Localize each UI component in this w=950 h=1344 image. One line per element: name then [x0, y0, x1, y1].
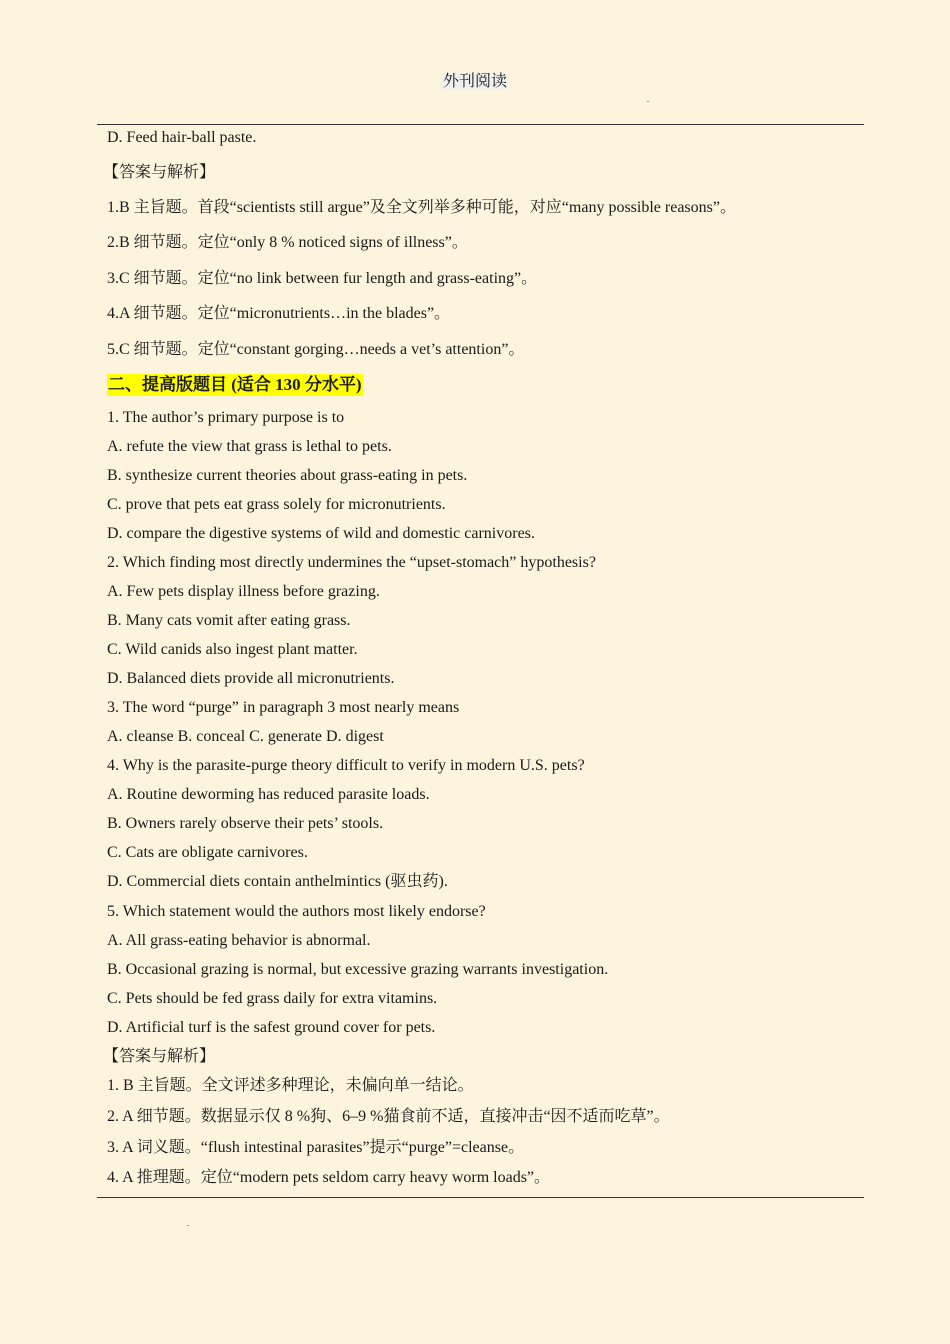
question-line: C. prove that pets eat grass solely for micronutrients.: [107, 496, 446, 513]
header-title: 外刊阅读: [442, 73, 507, 90]
question-line: D. compare the digestive systems of wild and domestic carnivores.: [107, 525, 535, 542]
question-line: C. Wild canids also ingest plant matter.: [107, 641, 358, 658]
answer-line: 3. A 词义题。“flush intestinal parasites”提示“purge”=cleanse。: [107, 1139, 525, 1156]
question-line: 4. Why is the parasite-purge theory difficult to verify in modern U.S. pets?: [107, 757, 585, 774]
question-line: D. Artificial turf is the safest ground cover for pets.: [107, 1019, 436, 1036]
question-line: B. synthesize current theories about grass-eating in pets.: [107, 467, 468, 484]
answer-heading: 【答案与解析】: [103, 164, 216, 181]
answer-heading: 【答案与解析】: [103, 1048, 216, 1065]
question-line: 3. The word “purge” in paragraph 3 most nearly means: [107, 699, 460, 716]
question-line: B. Many cats vomit after eating grass.: [107, 612, 351, 629]
footer-dot: [187, 1225, 189, 1226]
answer-line: 1.B 主旨题。首段“scientists still argue”及全文列举多种可能，对应“many possible reasons”。: [107, 199, 736, 216]
section-title: 二、提高版题目 (适合 130 分水平): [108, 375, 362, 394]
question-option: D. Feed hair-ball paste.: [107, 129, 257, 146]
answer-line: 4.A 细节题。定位“micronutrients…in the blades”。: [107, 305, 451, 322]
question-line: 5. Which statement would the authors most likely endorse?: [107, 903, 486, 920]
question-line: C. Cats are obligate carnivores.: [107, 844, 308, 861]
question-line: A. refute the view that grass is lethal to pets.: [107, 438, 392, 455]
question-line: A. Routine deworming has reduced parasite loads.: [107, 786, 430, 803]
answer-line: 1. B 主旨题。全文评述多种理论，未偏向单一结论。: [107, 1077, 474, 1094]
question-line: 2. Which finding most directly undermines the “upset-stomach” hypothesis?: [107, 554, 596, 571]
question-line: B. Owners rarely observe their pets’ stools.: [107, 815, 384, 832]
header-dot: [647, 101, 649, 102]
question-line: D. Commercial diets contain anthelmintics (驱虫药).: [107, 873, 448, 890]
question-line: 1. The author’s primary purpose is to: [107, 409, 345, 426]
question-line: C. Pets should be fed grass daily for extra vitamins.: [107, 990, 438, 1007]
question-line: B. Occasional grazing is normal, but excessive grazing warrants investigation.: [107, 961, 609, 978]
question-line: D. Balanced diets provide all micronutrients.: [107, 670, 395, 687]
answer-line: 5.C 细节题。定位“constant gorging…needs a vet’s attention”。: [107, 341, 525, 358]
footer-rule: [97, 1197, 864, 1198]
page-header: [0, 68, 950, 91]
answer-line: 3.C 细节题。定位“no link between fur length and grass-eating”。: [107, 270, 538, 287]
answer-line: 2.B 细节题。定位“only 8 % noticed signs of illness”。: [107, 234, 468, 251]
question-line: A. All grass-eating behavior is abnormal.: [107, 932, 371, 949]
answer-line: 2. A 细节题。数据显示仅 8 %狗、6–9 %猫食前不适，直接冲击“因不适而吃草”。: [107, 1108, 670, 1125]
header-rule: [97, 124, 864, 125]
question-line: A. Few pets display illness before grazing.: [107, 583, 380, 600]
question-line: A. cleanse B. conceal C. generate D. digest: [107, 728, 384, 745]
answer-line: 4. A 推理题。定位“modern pets seldom carry heavy worm loads”。: [107, 1169, 551, 1186]
